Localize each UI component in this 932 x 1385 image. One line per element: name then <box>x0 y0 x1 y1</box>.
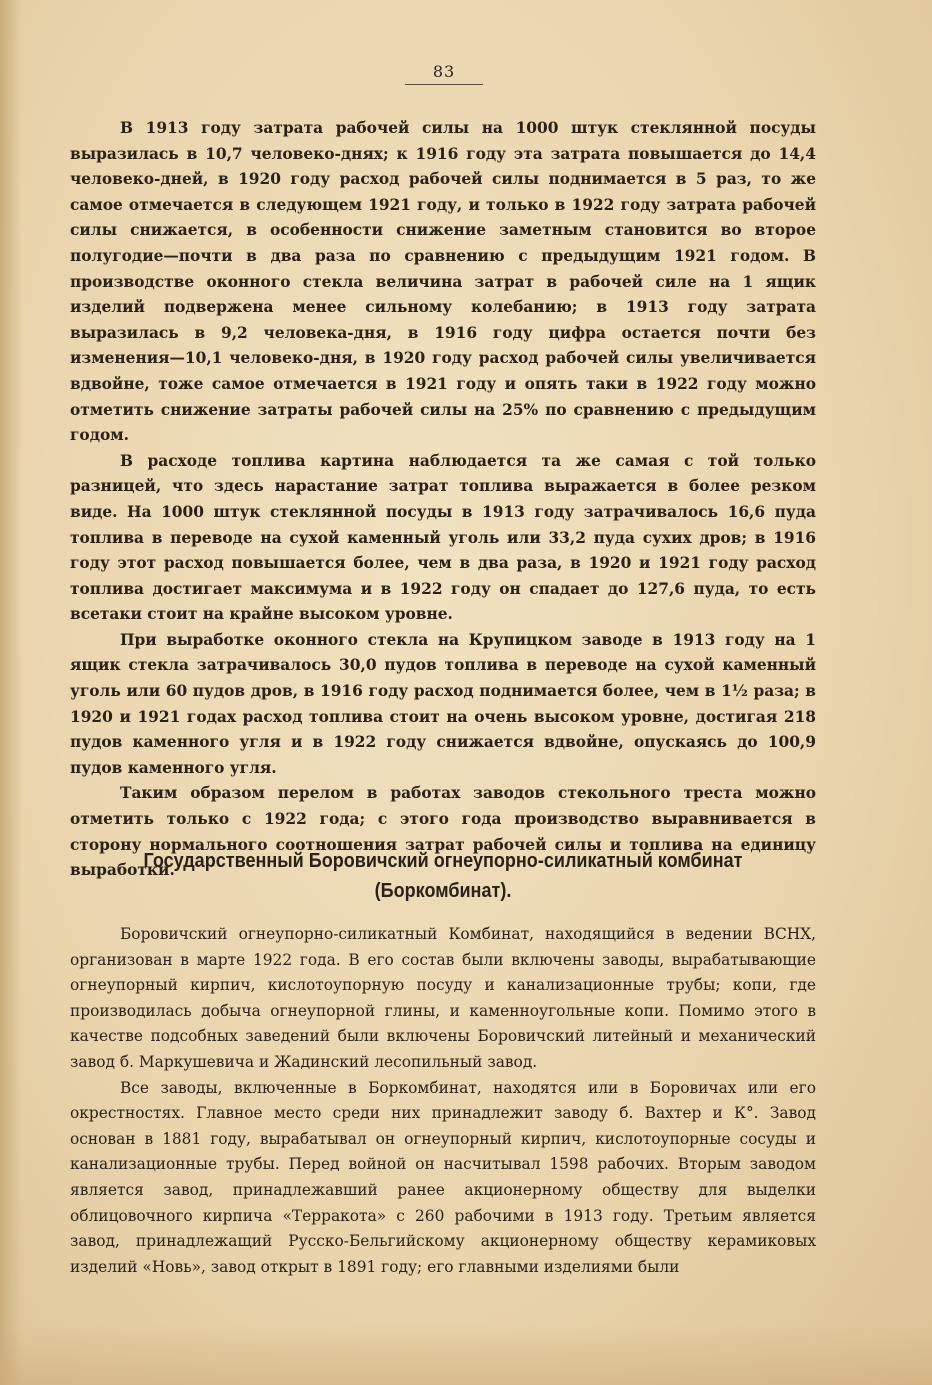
paragraph: При выработке оконного стекла на Крупицком заводе в 1913 году на 1 ящик стекла затрачивалось 30,0 пудов топлива в переводе на сухой каменный уголь или 60 пудов дров, в 1916 году расход поднимается более, чем в 1½ раза; в 1920 и 1921 годах расход топлива стоит на очень высоком уровне, достигая 218 пудов каменного угля и в 1922 году снижается вдвойне, опускаясь до 100,9 пудов каменного угля. <box>70 630 816 777</box>
page-bottom-shadow <box>0 1325 932 1385</box>
paragraph: В 1913 году затрата рабочей силы на 1000 штук стеклянной посуды выразилась в 10,7 человеко-днях; к 1916 году эта затрата повышается до 14,4 человеко-дней, в 1920 году расход рабочей силы поднимается в 5 раз, то же самое отмечается в следующем 1921 году, и только в 1922 году затрата рабочей силы снижается, в особенности снижение заметным становится во второе полугодие—почти в два раза по сравнению с предыдущим 1921 годом. В производстве оконного стекла величина затрат в рабочей силе на 1 ящик изделий подвержена менее сильному колебанию; в 1913 году затрата выразилась в 9,2 человека-дня, в 1916 году цифра остается почти без изменения—10,1 человеко-дня, в 1920 году расход рабочей силы увеличивается вдвойне, тоже самое отмечается в 1921 году и опять таки в 1922 году можно отметить снижение затраты рабочей силы на 25% по сравнению с предыдущим годом. <box>70 119 816 445</box>
section-heading <box>115 846 771 906</box>
heading-line-2: (Боркомбинат). <box>374 879 512 902</box>
page-number: 83 <box>405 62 483 85</box>
paragraph: Боровичский огнеупорно-силикатный Комбинат, находящийся в ведении ВСНХ, организован в марте 1922 года. В его состав были включены заводы, вырабатывающие огнеупорный кирпич, кислотоупорную посуду и канализационные трубы; копи, где производилась добыча огнеупорной глины, и каменноугольные копи. Помимо этого в качестве подсобных заведений были включены Боровичский литейный и механический завод б. Маркушевича и Жадинский лесопильный завод. <box>70 925 816 1071</box>
paragraph: В расходе топлива картина наблюдается та же самая с той только разницей, что здесь нарастание затрат топлива выражается в более резком виде. На 1000 штук стеклянной посуды в 1913 году затрачивалось 16,6 пуда топлива в переводе на сухой каменный уголь или 33,2 пуда сухих дров; в 1916 году этот расход повышается более, чем в два раза, в 1920 и 1921 году расход топлива достигает максимума и в 1922 году он спадает до 127,6 пуда, то есть всетаки стоит на крайне высоком уровне. <box>70 451 816 624</box>
heading-line-1: Государственный Боровичский огнеупорно-силикатный комбинат <box>143 849 743 872</box>
body-text-section-1 <box>70 116 816 884</box>
paragraph: Таким образом перелом в работах заводов стекольного треста можно отметить только с 1922 года; с этого года производство выравнивается в сторону нормального соотношения затрат рабочей силы и топлива на единицу выработки. <box>70 784 816 880</box>
page-edge-shadow <box>0 0 22 1385</box>
paragraph: Все заводы, включенные в Боркомбинат, находятся или в Боровичах или его окрестностях. Главное место среди них принадлежит заводу б. Вахтер и К°. Завод основан в 1881 году, вырабатывал он огнеупорный кирпич, кислотоупорные сосуды и канализационные трубы. Перед войной он насчитывал 1598 рабочих. Вторым заводом является завод, принадлежавший ранее акционерному обществу для выделки облицовочного кирпича «Терракота» с 260 рабочими в 1913 году. Третьим является завод, принадлежащий Русско-Бельгийскому акционерному обществу керамиковых изделий «Новь», завод открыт в 1891 году; его главными изделиями были <box>70 1078 816 1276</box>
body-text-section-2 <box>70 922 816 1280</box>
